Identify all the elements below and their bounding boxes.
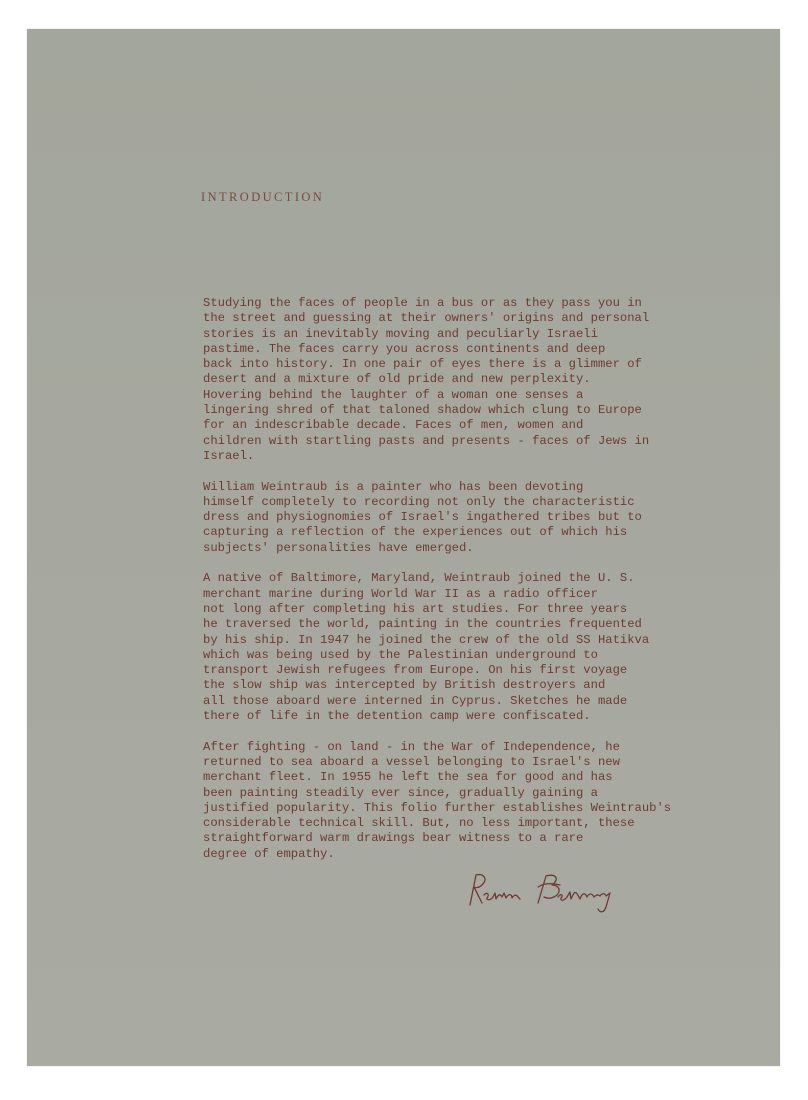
text-line: the street and guessing at their owners' origins and personal xyxy=(203,311,650,326)
paragraph-1 xyxy=(203,296,650,464)
text-line: A native of Baltimore, Maryland, Weintraub joined the U. S. xyxy=(203,571,635,586)
paragraph-2 xyxy=(203,480,643,556)
text-line: been painting steadily ever since, gradually gaining a xyxy=(203,785,598,800)
text-line: Studying the faces of people in a bus or as they pass you in xyxy=(203,296,642,310)
document-body xyxy=(203,296,672,877)
text-line: considerable technical skill. But, no less important, these xyxy=(203,816,635,831)
text-line: desert and a mixture of old pride and new perplexity. xyxy=(203,372,591,387)
text-line: merchant fleet. In 1955 he left the sea for good and has xyxy=(203,770,613,785)
text-line: justified popularity. This folio further establishes Weintraub's xyxy=(203,800,672,815)
text-line: capturing a reflection of the experiences out of which his xyxy=(203,525,628,540)
text-line: dress and physiognomies of Israel's ingathered tribes but to xyxy=(203,510,642,525)
text-line: merchant marine during World War II as a radio officer xyxy=(203,586,598,601)
text-line: the slow ship was intercepted by British destroyers and xyxy=(203,678,606,693)
text-line: which was being used by the Palestinian underground to xyxy=(203,647,598,662)
paragraph-3 xyxy=(203,571,650,724)
text-line: William Weintraub is a painter who has been devoting xyxy=(203,479,584,494)
text-line: he traversed the world, painting in the countries frequented xyxy=(203,617,642,632)
text-line: stories is an inevitably moving and peculiarly Israeli xyxy=(203,326,598,341)
text-line: children with startling pasts and presents - faces of Jews in xyxy=(203,433,650,448)
document-heading: INTRODUCTION xyxy=(201,190,325,204)
handwritten-signature xyxy=(460,865,640,915)
text-line: lingering shred of that taloned shadow which clung to Europe xyxy=(203,403,642,418)
text-line: After fighting - on land - in the War of Independence, he xyxy=(203,739,620,754)
text-line: for an indescribable decade. Faces of men, women and xyxy=(203,418,584,433)
text-line: not long after completing his art studies. For three years xyxy=(203,601,628,616)
text-line: all those aboard were interned in Cyprus. Sketches he made xyxy=(203,693,628,708)
text-line: transport Jewish refugees from Europe. On his first voyage xyxy=(203,663,628,678)
text-line: himself completely to recording not only the characteristic xyxy=(203,494,635,509)
text-line: degree of empathy. xyxy=(203,846,335,861)
text-line: Hovering behind the laughter of a woman one senses a xyxy=(203,387,584,402)
text-line: pastime. The faces carry you across continents and deep xyxy=(203,341,606,356)
text-line: there of life in the detention camp were confiscated. xyxy=(203,709,591,724)
text-line: back into history. In one pair of eyes there is a glimmer of xyxy=(203,357,642,372)
text-line: by his ship. In 1947 he joined the crew of the old SS Hatikva xyxy=(203,632,650,647)
text-line: returned to sea aboard a vessel belonging to Israel's new xyxy=(203,754,620,769)
text-line: Israel. xyxy=(203,448,255,463)
paragraph-4 xyxy=(203,739,672,862)
text-line: subjects' personalities have emerged. xyxy=(203,540,474,555)
text-line: straightforward warm drawings bear witness to a rare xyxy=(203,831,584,846)
document-page xyxy=(27,29,780,1066)
